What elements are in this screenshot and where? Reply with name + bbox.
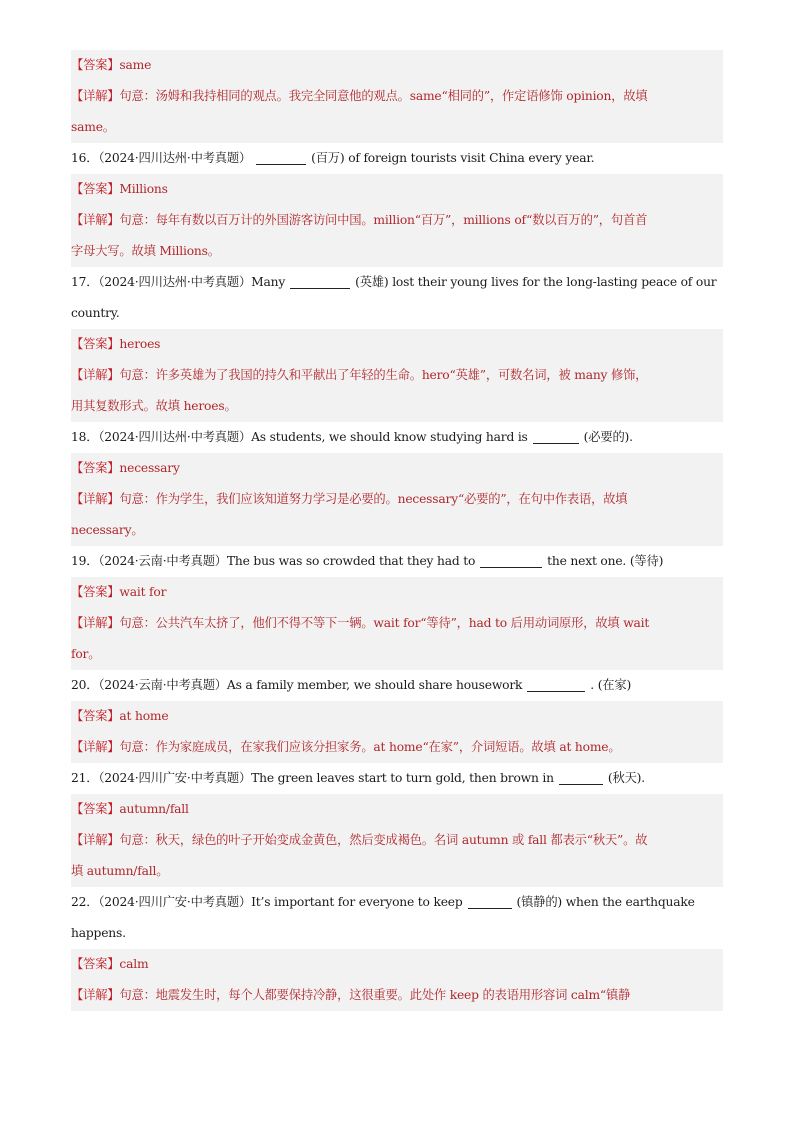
detail-text: 填 autumn/fall。	[71, 864, 169, 878]
answer-text: Millions	[119, 182, 168, 196]
answer-line: 【答案】necessary	[71, 453, 723, 484]
detail-text: 句意：公共汽车太挤了，他们不得不等下一辆。wait for“等待”，had to 后用动词原形，故填 wait	[119, 616, 650, 630]
detail-line: 【详解】句意：作为学生，我们应该知道努力学习是必要的。necessary“必要的”，在句中作表语，故填	[71, 484, 723, 515]
question-20: 20．（2024·云南·中考真题）As a family member, we should share housework . (在家)	[71, 678, 632, 692]
detail-text: 句意：许多英雄为了我国的持久和平献出了年轻的生命。hero“英雄”，可数名词，被 many 修饰，	[119, 368, 648, 382]
answer-text: necessary	[119, 461, 180, 475]
answer-blank	[480, 552, 542, 568]
detail-text: same。	[71, 120, 115, 134]
answer-text: wait for	[119, 585, 167, 599]
question-19: 19．（2024·云南·中考真题）The bus was so crowded that they had to the next one. (等待)	[71, 554, 664, 568]
question-16: 16．（2024·四川达州·中考真题） (百万) of foreign tourists visit China every year.	[71, 151, 595, 165]
detail-line	[71, 856, 723, 887]
detail-line	[71, 515, 723, 546]
question-17: 17．（2024·四川达州·中考真题）Many (英雄) lost their young lives for the long-lasting peace of our	[71, 275, 717, 289]
detail-text: for。	[71, 647, 101, 661]
detail-line	[71, 236, 723, 267]
detail-text: 句意：秋天，绿色的叶子开始变成金黄色，然后变成褐色。名词 autumn 或 fall 都表示“秋天”。故	[119, 833, 648, 847]
detail-line: 【详解】句意：地震发生时，每个人都要保持冷静，这很重要。此处作 keep 的表语用形容词 calm“镇静	[71, 980, 723, 1011]
answer-line: 【答案】wait for	[71, 577, 723, 608]
detail-line: 【详解】句意：作为家庭成员，在家我们应该分担家务。at home“在家”，介词短语。故填 at home。	[71, 732, 723, 763]
answer-text: heroes	[119, 337, 161, 351]
answer-blank	[290, 273, 350, 289]
question-22: 22．（2024·四川广安·中考真题）It’s important for everyone to keep (镇静的) when the earthquake	[71, 895, 695, 909]
answer-text: at home	[119, 709, 169, 723]
answer-blank	[559, 769, 603, 785]
answer-text: same	[119, 58, 152, 72]
answer-line: 【答案】same	[71, 50, 723, 81]
detail-line	[71, 391, 723, 422]
question-17-continued: country.	[71, 306, 120, 320]
answer-blank	[468, 893, 512, 909]
answer-blank	[527, 676, 585, 692]
answer-line: 【答案】Millions	[71, 174, 723, 205]
detail-line	[71, 639, 723, 670]
detail-line: 【详解】句意：秋天，绿色的叶子开始变成金黄色，然后变成褐色。名词 autumn 或 fall 都表示“秋天”。故	[71, 825, 723, 856]
document-page	[71, 50, 723, 1011]
detail-line: 【详解】句意：每年有数以百万计的外国游客访问中国。million“百万”，millions of“数以百万的”，句首首	[71, 205, 723, 236]
answer-line: 【答案】calm	[71, 949, 723, 980]
question-18: 18．（2024·四川达州·中考真题）As students, we should know studying hard is (必要的).	[71, 430, 633, 444]
answer-line: 【答案】at home	[71, 701, 723, 732]
answer-blank	[256, 149, 306, 165]
answer-blank	[533, 428, 579, 444]
detail-line: 【详解】句意：汤姆和我持相同的观点。我完全同意他的观点。same“相同的”，作定语修饰 opinion，故填	[71, 81, 723, 112]
question-22-continued: happens.	[71, 926, 126, 940]
detail-text: 句意：作为学生，我们应该知道努力学习是必要的。necessary“必要的”，在句中作表语，故填	[119, 492, 628, 506]
detail-text: 用其复数形式。故填 heroes。	[71, 399, 237, 413]
detail-text: 句意：汤姆和我持相同的观点。我完全同意他的观点。same“相同的”，作定语修饰 opinion，故填	[119, 89, 648, 103]
detail-text: 字母大写。故填 Millions。	[71, 244, 220, 258]
answer-text: autumn/fall	[119, 802, 189, 816]
answer-line: 【答案】autumn/fall	[71, 794, 723, 825]
detail-line: 【详解】句意：许多英雄为了我国的持久和平献出了年轻的生命。hero“英雄”，可数名词，被 many 修饰，	[71, 360, 723, 391]
detail-text: 句意：地震发生时，每个人都要保持冷静，这很重要。此处作 keep 的表语用形容词 calm“镇静	[119, 988, 631, 1002]
detail-line	[71, 112, 723, 143]
answer-line: 【答案】heroes	[71, 329, 723, 360]
detail-text: 句意：作为家庭成员，在家我们应该分担家务。at home“在家”，介词短语。故填 at home。	[119, 740, 621, 754]
detail-text: 句意：每年有数以百万计的外国游客访问中国。million“百万”，millions of“数以百万的”，句首首	[119, 213, 648, 227]
answer-text: calm	[119, 957, 149, 971]
detail-text: necessary。	[71, 523, 144, 537]
question-21: 21．（2024·四川广安·中考真题）The green leaves start to turn gold, then brown in (秋天).	[71, 771, 645, 785]
detail-line: 【详解】句意：公共汽车太挤了，他们不得不等下一辆。wait for“等待”，had to 后用动词原形，故填 wait	[71, 608, 723, 639]
